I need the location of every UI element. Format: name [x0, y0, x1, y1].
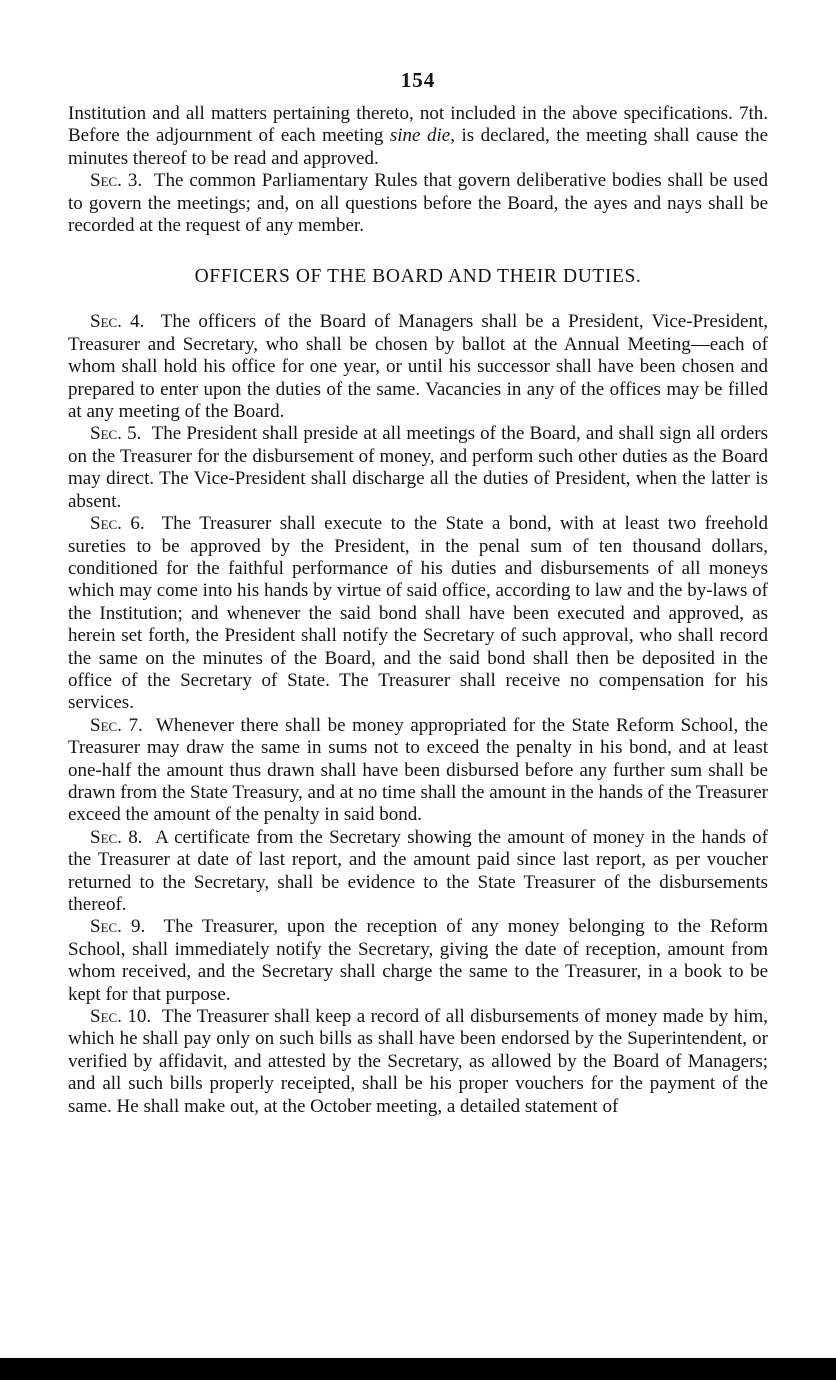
- page-content: [68, 68, 768, 1118]
- section-text: A certificate from the Secretary showing the amount of money in the hands of the Treasurer at date of last report, and the amount paid since last report, as per voucher returned to the Secretary, shall be evidence to the State Treasurer of the disbursements thereof.: [68, 826, 768, 915]
- section-8: [68, 827, 768, 917]
- intro-text-2: , is declared, the meeting shall cause the minutes thereof to be read and approved.: [68, 125, 769, 169]
- section-label: Sec. 8.: [90, 826, 143, 848]
- page-number: 154: [400, 68, 436, 92]
- section-text: The Treasurer shall execute to the State a bond, with at least two freehold sureties to be approved by the President, in the penal sum of ten thousand dollars, conditioned for the faithful performance of his duties and disbursements of all moneys which may come into his hands by virtue of said office, according to law and the by-laws of the Institution; and whenever the said bond shall have been executed and approved, as herein set forth, the President shall notify the Secretary of such approval, who shall record the same on the minutes of the Board, and the said bond shall then be deposited in the office of the Secretary of State. The Treasurer shall receive no compensation for his services.: [68, 513, 768, 714]
- section-text: The Treasurer shall keep a record of all disbursements of money made by him, which he shall pay only on such bills as shall have been endorsed by the Superintendent, or verified by affidavit, and attested by the Secretary, as allowed by the Board of Managers; and all such bills properly receipted, shall be his proper vouchers for the payment of the same. He shall make out, at the October meeting, a detailed statement of: [68, 1006, 769, 1117]
- section-text: The Treasurer, upon the reception of any money belonging to the Reform School, shall immediately notify the Secretary, giving the date of reception, amount from whom received, and the Secretary shall charge the same to the Treasurer, in a book to be kept for that purpose.: [68, 916, 768, 1005]
- section-6: [68, 513, 768, 715]
- section-5: [68, 423, 768, 513]
- section-7: [68, 715, 768, 827]
- section-text: The common Parliamentary Rules that govern deliberative bodies shall be used to govern the meetings; and, on all questions before the Board, the ayes and nays shall be recorded at the request of any member.: [68, 170, 768, 237]
- section-label: Sec. 7.: [90, 714, 143, 736]
- scan-edge-bar: [0, 1358, 836, 1380]
- intro-italic: sine die: [389, 125, 451, 147]
- section-heading: OFFICERS OF THE BOARD AND THEIR DUTIES.: [194, 266, 642, 288]
- section-label: Sec. 10.: [90, 1006, 152, 1028]
- section-4: [68, 311, 768, 423]
- section-label: Sec. 9.: [90, 916, 146, 938]
- section-text: The President shall preside at all meetings of the Board, and shall sign all orders on the Treasurer for the disbursement of money, and perform such other duties as the Board may direct. The Vice-President shall discharge all the duties of President, when the latter is absent.: [68, 423, 769, 512]
- section-10: [68, 1006, 768, 1118]
- section-text: The officers of the Board of Managers shall be a President, Vice-President, Treasurer and Secretary, who shall be chosen by ballot at the Annual Meeting—each of whom shall hold his office for one year, or until his successor shall have been chosen and prepared to enter upon the duties of the same. Vacancies in any of the offices may be filled at any meeting of the Board.: [68, 311, 768, 423]
- section-3: [68, 170, 768, 237]
- section-label: Sec. 3.: [90, 170, 143, 192]
- intro-text-1: Institution and all matters pertaining thereto, not included in the above specifications. 7th. Before the adjournment of each meeting: [68, 103, 768, 147]
- section-text: Whenever there shall be money appropriated for the State Reform School, the Treasurer may draw the same in sums not to exceed the penalty in his bond, and at least one-half the amount thus drawn shall have been disbursed before any further sum shall be drawn from the State Treasury, and at no time shall the amount in the hands of the Treasurer exceed the amount of the penalty in said bond.: [68, 714, 768, 826]
- section-label: Sec. 4.: [90, 311, 145, 333]
- intro-paragraph: [68, 103, 768, 170]
- section-label: Sec. 5.: [90, 423, 142, 445]
- section-9: [68, 916, 768, 1006]
- section-label: Sec. 6.: [90, 513, 145, 535]
